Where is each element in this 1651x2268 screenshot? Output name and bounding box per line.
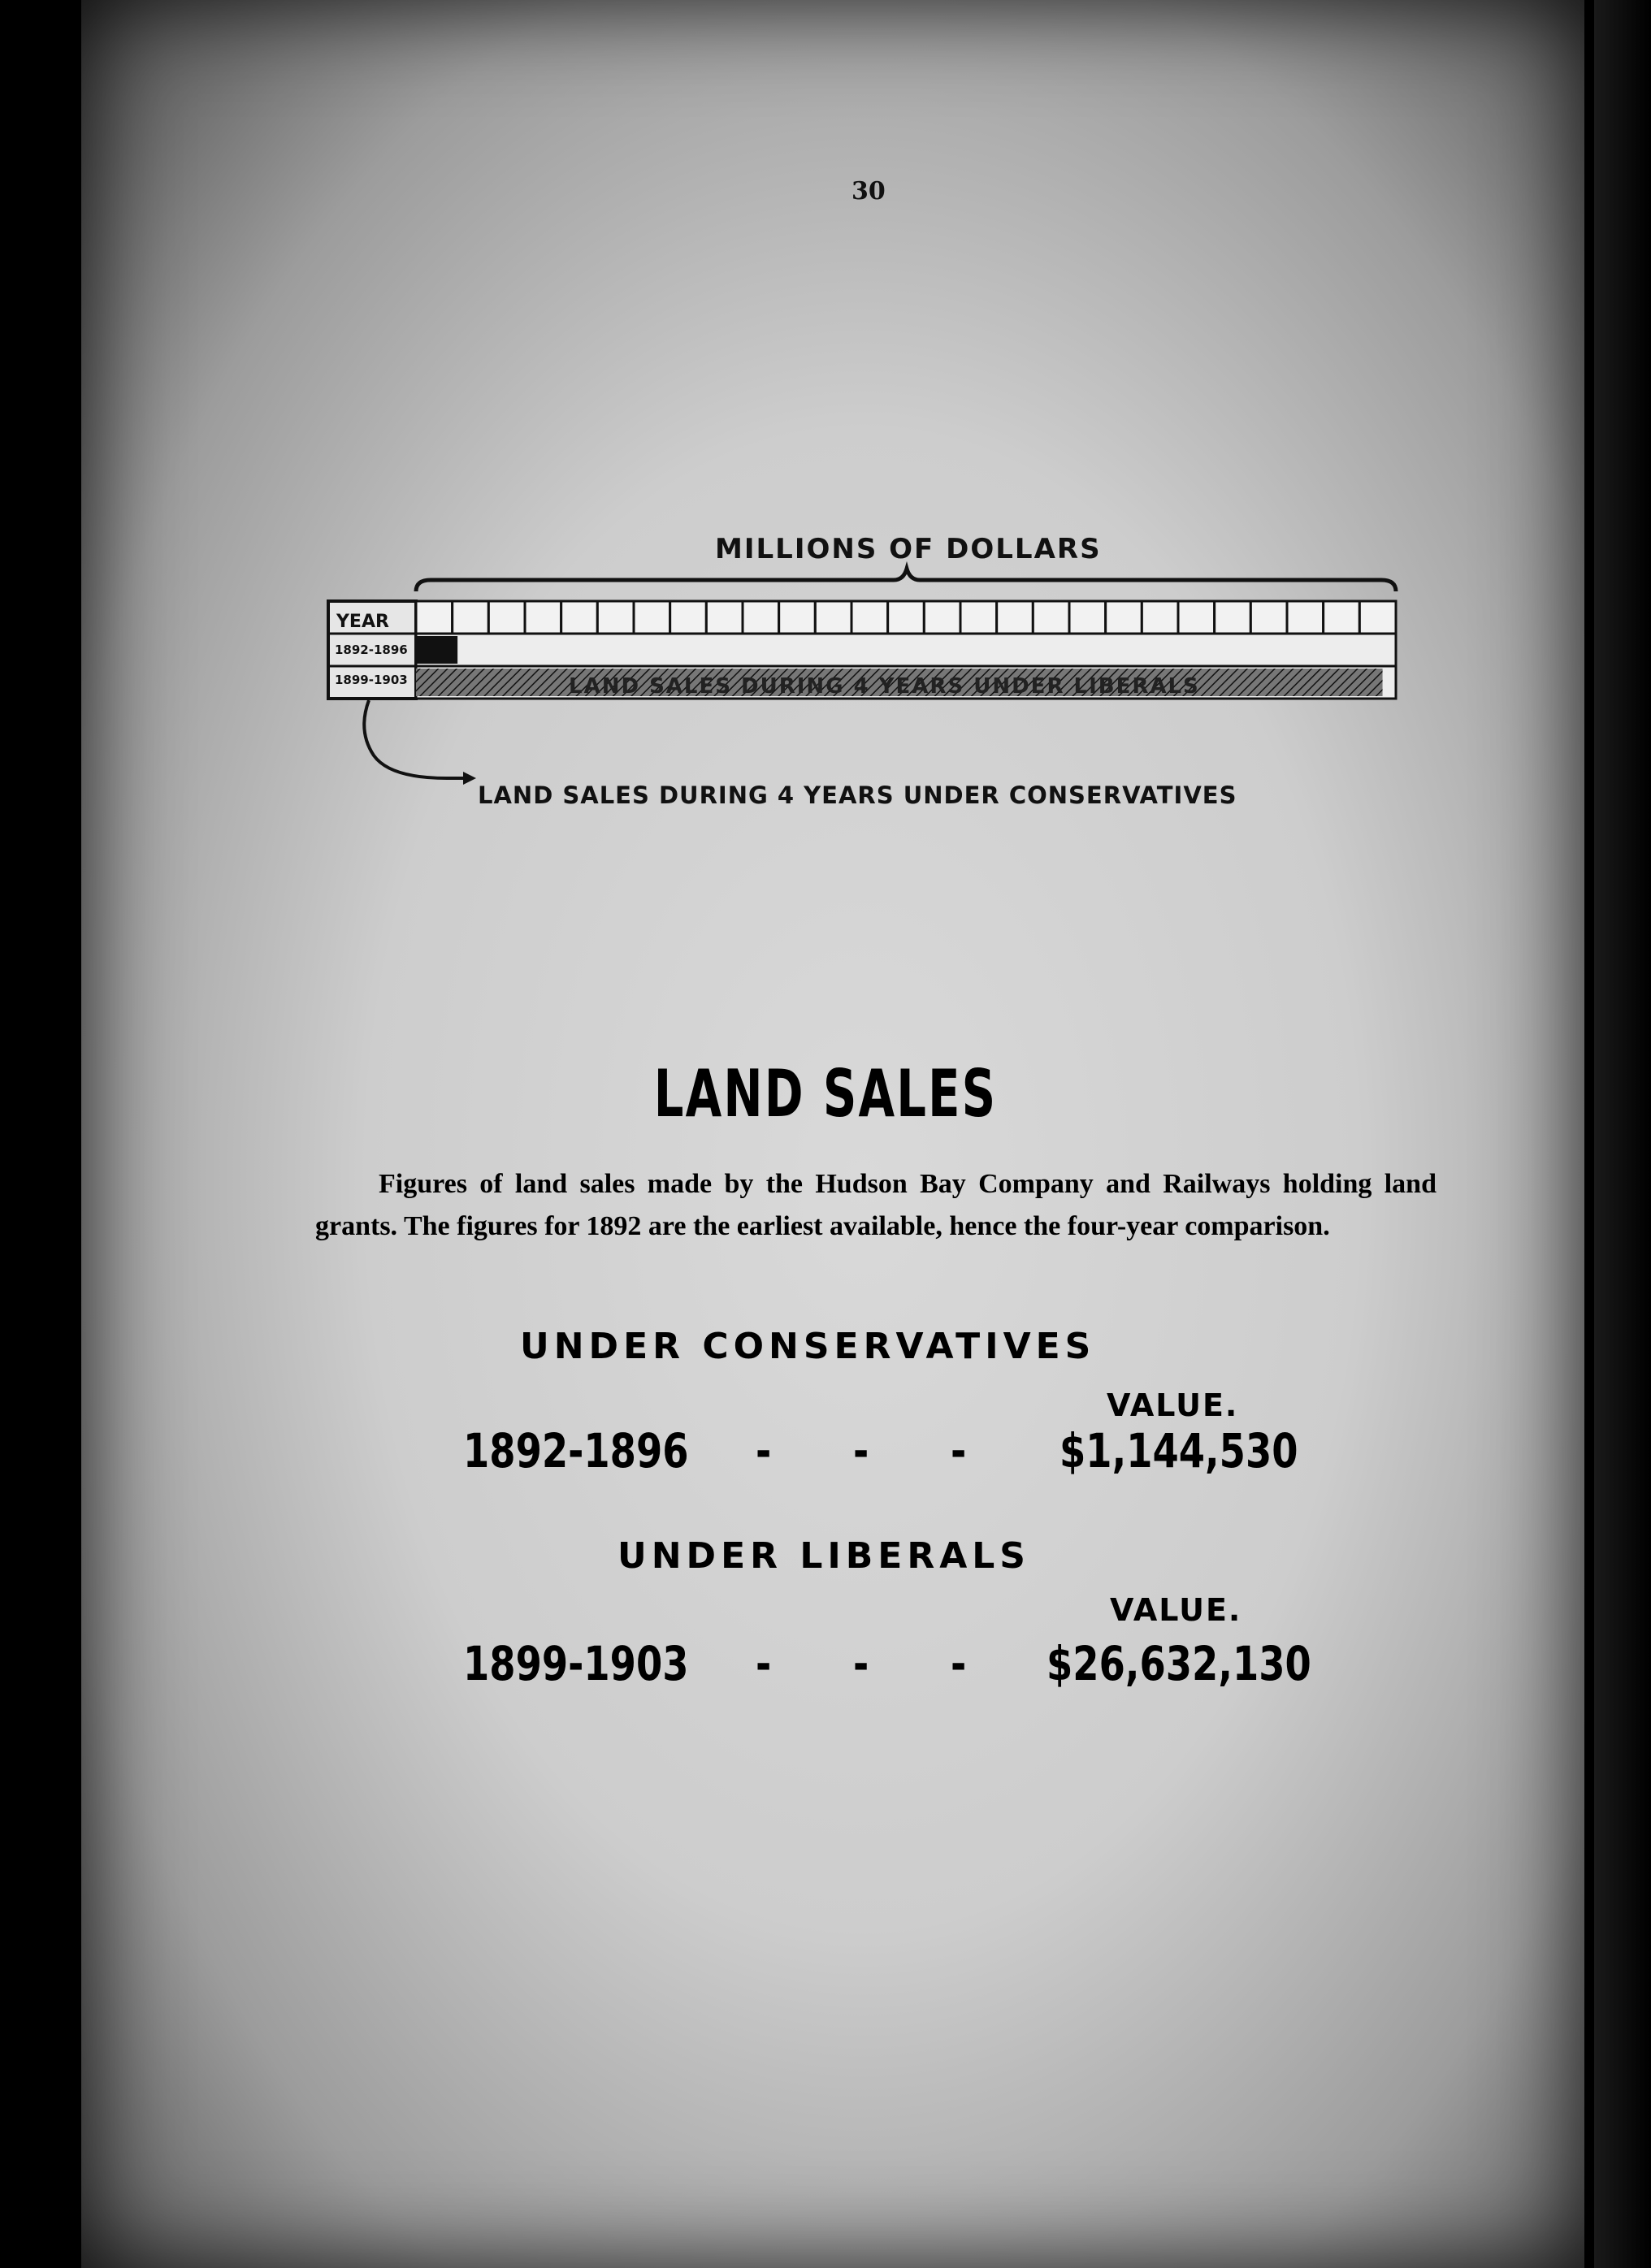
sales-row-conservatives: [463, 1423, 689, 1478]
grid-cell: [924, 601, 960, 634]
grid-cell: [416, 601, 453, 634]
value-label-liberals: VALUE.: [1110, 1592, 1242, 1628]
grid-cell: [1287, 601, 1324, 634]
grid-cell: [488, 601, 525, 634]
amount-conservatives: $1,144,530: [1060, 1423, 1298, 1478]
chart-note: LAND SALES DURING 4 YEARS UNDER CONSERVATIVES: [478, 781, 1237, 809]
grid-cell: [1215, 601, 1251, 634]
grid-cell: [706, 601, 743, 634]
grid-cell: [1033, 601, 1069, 634]
grid-cell: [1250, 601, 1287, 634]
years-1899-1903: 1899-1903: [463, 1636, 689, 1691]
dash-2: -: [853, 1423, 869, 1478]
grid-cell: [997, 601, 1034, 634]
page-title: LAND SALES: [653, 1056, 998, 1132]
row-label-1892-1896: 1892-1896: [335, 643, 408, 657]
amount-liberals: $26,632,130: [1046, 1636, 1311, 1691]
grid-cell: [960, 601, 997, 634]
years-1892-1896: 1892-1896: [463, 1423, 689, 1478]
dash-2: -: [853, 1636, 869, 1691]
page-edge: [1594, 0, 1651, 2268]
grid-cell: [1142, 601, 1178, 634]
year-header: YEAR: [336, 612, 389, 632]
dash-3: -: [951, 1636, 967, 1691]
grid-cell: [1178, 601, 1215, 634]
note-arrow: [364, 700, 470, 778]
chart-title: MILLIONS OF DOLLARS: [715, 533, 1102, 565]
value-label-conservatives: VALUE.: [1107, 1387, 1239, 1423]
dash-1: -: [756, 1423, 772, 1478]
chart-brace: [416, 569, 1396, 591]
grid-cell: [525, 601, 561, 634]
grid-cell: [561, 601, 598, 634]
grid-cell: [1069, 601, 1106, 634]
grid-cell: [453, 601, 489, 634]
bar-1892-1896: [416, 636, 457, 664]
intro-paragraph: Figures of land sales made by the Hudson Bay Company and Railways holding land grants. The figures for 1892 are the earliest available, hence the four-year comparison.: [315, 1169, 1436, 1241]
grid-cell: [815, 601, 852, 634]
sales-row-liberals: [463, 1636, 689, 1691]
grid-cell: [1324, 601, 1360, 634]
row-label-1899-1903: 1899-1903: [335, 673, 408, 687]
grid-cell: [743, 601, 779, 634]
grid-cell: [634, 601, 670, 634]
grid-cell: [670, 601, 707, 634]
grid-cell: [852, 601, 888, 634]
dash-1: -: [756, 1636, 772, 1691]
section-heading-liberals: UNDER LIBERALS: [618, 1535, 1030, 1577]
grid-cell: [597, 601, 634, 634]
document-page: [81, 0, 1584, 2268]
section-heading-conservatives: UNDER CONSERVATIVES: [520, 1326, 1096, 1367]
grid-row: [416, 634, 1396, 666]
grid-cell: [1359, 601, 1396, 634]
arrow-head: [463, 772, 476, 785]
grid-cell: [779, 601, 816, 634]
page-number: 30: [852, 177, 886, 206]
bar-label: LAND SALES DURING 4 YEARS UNDER LIBERALS: [569, 674, 1200, 699]
grid-cell: [1106, 601, 1142, 634]
grid-cell: [888, 601, 925, 634]
dash-3: -: [951, 1423, 967, 1478]
